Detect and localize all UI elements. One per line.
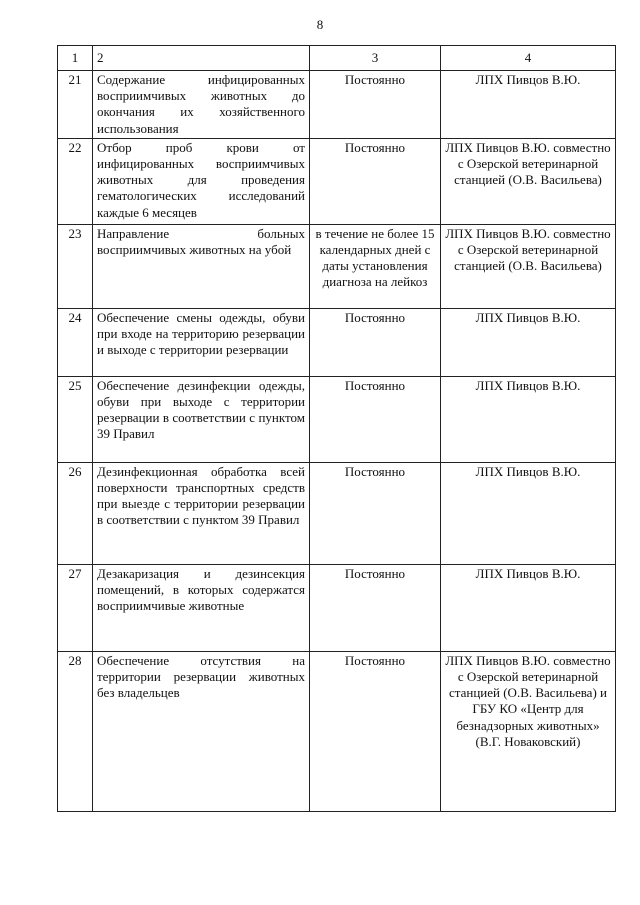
term-cell: Постоянно xyxy=(310,308,441,376)
term-cell: в течение не более 15 календарных дней с даты установления диагноза на лейкоз xyxy=(310,224,441,308)
row-number: 21 xyxy=(58,71,93,139)
row-number: 28 xyxy=(58,651,93,811)
row-number: 24 xyxy=(58,308,93,376)
row-number: 22 xyxy=(58,138,93,224)
measure-cell: Содержание инфицированных восприимчивых животных до окончания их хозяйственного использования xyxy=(93,71,310,139)
responsible-cell: ЛПХ Пивцов В.Ю. совместно с Озерской ветеринарной станцией (О.В. Васильева) и ГБУ КО «Центр для безнадзорных животных» (В.Г. Новаковский) xyxy=(441,651,616,811)
responsible-cell: ЛПХ Пивцов В.Ю. xyxy=(441,564,616,651)
header-col-2: 2 xyxy=(93,46,310,71)
measures-table xyxy=(57,45,616,812)
table-row xyxy=(58,224,616,308)
page-number: 8 xyxy=(316,17,324,32)
row-number: 26 xyxy=(58,462,93,564)
table-row xyxy=(58,308,616,376)
responsible-cell: ЛПХ Пивцов В.Ю. xyxy=(441,376,616,462)
term-cell: Постоянно xyxy=(310,462,441,564)
term-cell: Постоянно xyxy=(310,564,441,651)
table-row xyxy=(58,462,616,564)
table-row xyxy=(58,376,616,462)
table-row xyxy=(58,651,616,811)
measure-cell: Обеспечение смены одежды, обуви при входе на территорию резервации и выходе с территории резервации xyxy=(93,308,310,376)
term-cell: Постоянно xyxy=(310,376,441,462)
term-cell: Постоянно xyxy=(310,71,441,139)
responsible-cell: ЛПХ Пивцов В.Ю. xyxy=(441,462,616,564)
table-row xyxy=(58,138,616,224)
responsible-cell: ЛПХ Пивцов В.Ю. совместно с Озерской ветеринарной станцией (О.В. Васильева) xyxy=(441,224,616,308)
header-col-4: 4 xyxy=(441,46,616,71)
measure-cell: Отбор проб крови от инфицированных восприимчивых животных для проведения гематологических исследований каждые 6 месяцев xyxy=(93,138,310,224)
row-number: 27 xyxy=(58,564,93,651)
term-cell: Постоянно xyxy=(310,651,441,811)
table-header-row xyxy=(58,46,616,71)
row-number: 25 xyxy=(58,376,93,462)
term-cell: Постоянно xyxy=(310,138,441,224)
responsible-cell: ЛПХ Пивцов В.Ю. xyxy=(441,71,616,139)
row-number: 23 xyxy=(58,224,93,308)
header-col-3: 3 xyxy=(310,46,441,71)
measure-cell: Обеспечение отсутствия на территории резервации животных без владельцев xyxy=(93,651,310,811)
measure-cell: Дезинфекционная обработка всей поверхности транспортных средств при выезде с территории резервации в соответствии с пунктом 39 Правил xyxy=(93,462,310,564)
measure-cell: Обеспечение дезинфекции одежды, обуви при выходе с территории резервации в соответствии с пунктом 39 Правил xyxy=(93,376,310,462)
measure-cell: Дезакаризация и дезинсекция помещений, в которых содержатся восприимчивые животные xyxy=(93,564,310,651)
table-row xyxy=(58,71,616,139)
measure-cell: Направление больных восприимчивых животных на убой xyxy=(93,224,310,308)
responsible-cell: ЛПХ Пивцов В.Ю. xyxy=(441,308,616,376)
header-col-1: 1 xyxy=(58,46,93,71)
table-row xyxy=(58,564,616,651)
responsible-cell: ЛПХ Пивцов В.Ю. совместно с Озерской ветеринарной станцией (О.В. Васильева) xyxy=(441,138,616,224)
